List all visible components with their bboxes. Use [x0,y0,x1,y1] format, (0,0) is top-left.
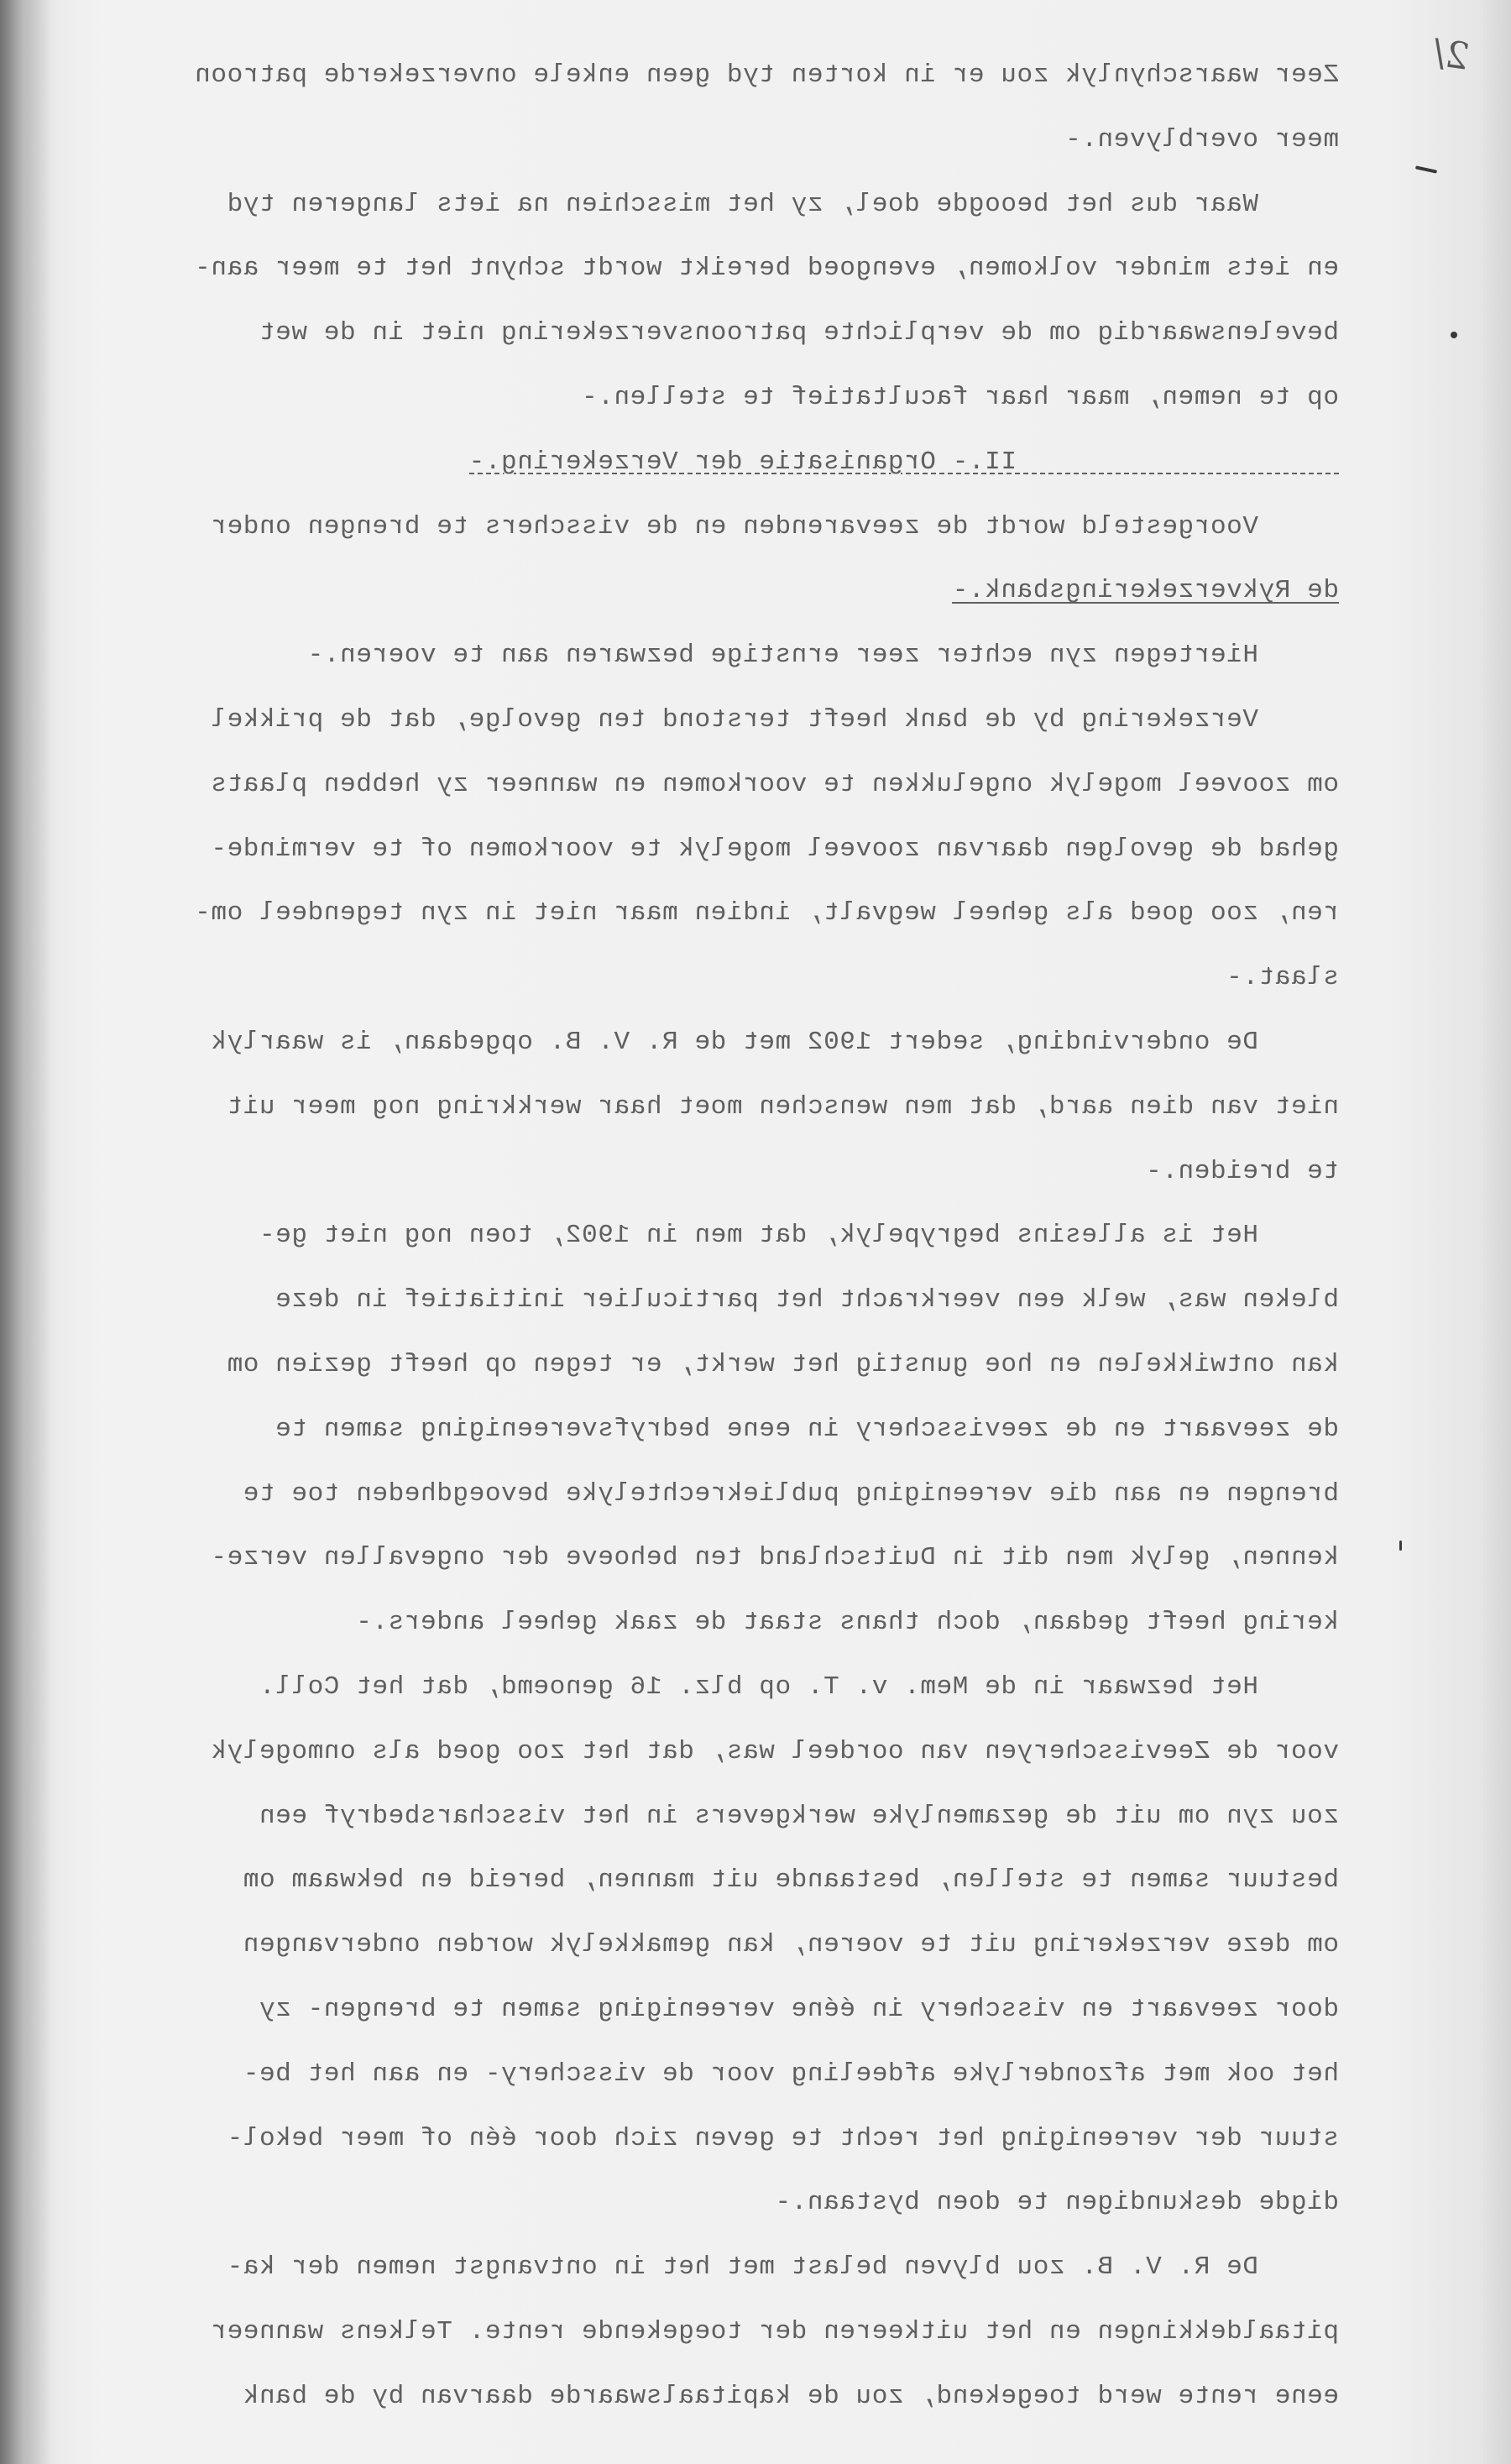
text-line: bestuur samen te stellen, bestaande uit mannen, bereid en bekwaam om [243,1865,1339,1896]
ink-mark [1415,165,1437,173]
underlined-term: de Rykverzekeringsbank.- [952,576,1339,606]
text-line: zou zyn om uit de gezamenlyke werkgevers in het visscharsbedryf een [259,1801,1339,1831]
text-line: meer overblyven.- [1064,124,1339,154]
text-line: stuur der vereeniging het recht te geven zich door één of meer bekol- [226,2123,1339,2153]
text-line: om zooveel mogelyk ongelukken te voorkomen en wanneer zy hebben plaats [210,769,1339,799]
text-line: op te nemen, maar haar facultatief te stellen.- [581,382,1339,412]
text-line: Het bezwaar in de Mem. v. T. op blz. 16 genoemd, dat het Coll. [259,1671,1339,1702]
text-line: Zeer waarschynlyk zou er in korten tyd geen enkele onverzekerde patroon [194,60,1339,90]
text-line: om deze verzekering uit te voeren, kan gemakkelyk worden ondervangen [243,1930,1339,1960]
text-line: het ook met afzonderlyke afdeeling voor de visschery- en aan het be- [243,2059,1339,2089]
text-line: De R. V. B. zou blyven belast met het in ontvangst nemen der ka- [226,2252,1339,2283]
text-line [50,559,1339,624]
text-line: niet van dien aard, dat men wenschen moet haar werkkring nog meer uit [226,1091,1339,1122]
text-line: slaat.- [1226,963,1339,993]
text-line: ren, zoo goed als geheel wegvalt, indien maar niet in zyn tegendeel om- [194,898,1339,929]
text-line: kering heeft gedaan, doch thans staat de zaak geheel anders.- [355,1608,1339,1638]
section-heading-line [50,431,1339,495]
ink-dot [1451,332,1457,338]
text-line: Het is allesins begrypelyk, dat men in 1902, toen nog niet ge- [259,1221,1339,1251]
text-line: Hiertegen zyn echter zeer ernstige bezwaren aan te voeren.- [307,641,1339,671]
text-line: te breiden.- [1145,1156,1339,1186]
text-line: voor de Zeevisscheryen van oordeel was, dat het zoo goed als onmogelyk [210,1736,1339,1766]
text-line: digde deskundigen te doen bystaan.- [774,2188,1339,2218]
text-line: en iets minder volkomen, evengoed bereikt wordt schynt het te meer aan- [194,254,1339,284]
text-line: door zeevaart en visschery in ééne vereeniging samen te brengen- zy [259,1994,1339,2024]
text-line: kan ontwikkelen en hoe gunstig het werkt, er tegen op heeft gezien om [226,1349,1339,1379]
text-line: pitaaldekkingen en het uitkeeren der toegekende rente. Telkens wanneer [210,2316,1339,2346]
text-line: Voorgesteld wordt de zeevarenden en de visschers te brengen onder [210,511,1339,541]
typewritten-text [50,44,1339,2429]
section-heading: II.- Organisatie der Verzekering.- [468,447,1339,477]
ink-tick [1399,1541,1402,1551]
text-line: kennen, gelyk men dit in Duitschland ten behoeve der ongevallen verze- [210,1543,1339,1573]
text-line: Waar dus het beoogde doel, zy het misschien na iets langeren tyd [226,189,1339,219]
page-number: 2/ [1430,31,1472,79]
text-line: De ondervinding, sedert 1902 met de R. V. B. opgedaan, is waarlyk [210,1027,1339,1057]
text-line: gehad de gevolgen daarvan zooveel mogelyk te voorkomen of te verminde- [210,834,1339,864]
text-line: bevelenswaardig om de verplichte patroonsverzekering niet in de wet [259,318,1339,348]
text-line: Verzekering by de bank heeft terstond ten gevolge, dat de prikkel [210,704,1339,735]
text-line: brengen en aan die vereeniging publiekrechtelyke bevoegdheden toe te [243,1478,1339,1509]
text-line: eene rente werd toegekend, zou de kapitaalswaarde daarvan by de bank [243,2381,1339,2411]
text-line: bleken was, welk een veerkracht het particulier initiatief in deze [274,1285,1339,1316]
text-line: de zeevaart en de zeevisschery in eene bedryfsvereeniging samen te [274,1414,1339,1444]
